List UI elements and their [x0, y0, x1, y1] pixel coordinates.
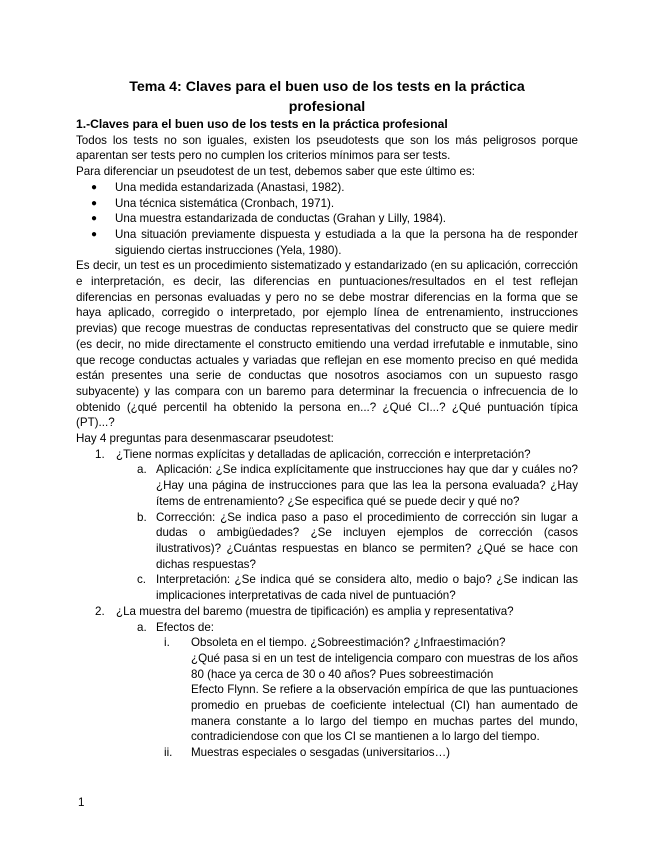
list-marker: i. [164, 636, 170, 650]
roman-line: Efecto Flynn. Se refiere a la observación empírica de que las puntuaciones promedio en pruebas de coeficiente intelectual (CI) han aumentado de manera constante a lo largo del tiempo en muchas partes del mundo, contradiciendose con que los CI se mantienen a lo largo del tiempo. [191, 683, 578, 744]
roman-item [76, 635, 578, 745]
sub-item: b. Corrección: ¿Se indica paso a paso el procedimiento de corrección sin lugar a dudas o ambigüedades? ¿Se incluyen ejemplos de corrección (casos ilustrativos)? ¿Cuántas respuestas en blanco se permiten? ¿Qué se hace con dichas respuestas? [137, 510, 578, 571]
list-marker: ii. [164, 746, 173, 760]
roman-item: ii. Muestras especiales o sesgadas (universitarios…) [164, 746, 451, 760]
roman-line: Obsoleta en el tiempo. ¿Sobreestimación? ¿Infraestimación? [191, 636, 506, 650]
roman-line: ¿Qué pasa si en un test de inteligencia comparo con muestras de los años 80 (hace ya cerca de 30 o 40 años? Pues sobreestimación [191, 651, 578, 681]
list-item: ● Una muestra estandarizada de conductas (Grahan y Lilly, 1984). [91, 212, 447, 226]
sub-item: c. Interpretación: ¿Se indica qué se considera alto, medio o bajo? ¿Se indican las implicaciones interpretativas de cada nivel de puntuación? [137, 573, 578, 603]
question-item [76, 604, 578, 620]
explanation-paragraph: Es decir, un test es un procedimiento sistematizado y estandarizado (en su aplicación, corrección e interpretación, es decir, las diferencias en puntuaciones/resultados en el test reflejan diferencias en personas evaluadas y pero no se debe mostrar diferencias en la forma que se haya aplicado, corregido o interpretado, por ejemplo línea de entrenamiento, instrucciones previas) que recoge muestras de conductas representativas del constructo que se quiere medir (es decir, no mide directamente el constructo emitiendo una verdad irrefutable e inmutable, sino que recoge conductas actuales y variadas que reflejan en ese momento preciso en qué medida están presentes una serie de conductas que nosotros asociamos con un supuesto rasgo subyacente) y las compara con un baremo para determinar la frecuencia o infrecuencia de lo obtenido (¿qué percentil ha obtenido la persona en...? ¿Qué CI...? ¿Qué puntuación típica (PT)...? [76, 259, 578, 430]
list-marker: 1. [95, 447, 105, 461]
list-marker: c. [137, 573, 147, 587]
list-marker: b. [137, 510, 147, 524]
questions-intro: Hay 4 preguntas para desenmascarar pseudotest: [76, 432, 334, 446]
list-marker: a. [137, 463, 147, 477]
list-item: ● Una medida estandarizada (Anastasi, 1982). [91, 180, 345, 194]
question-text: ¿Tiene normas explícitas y detalladas de aplicación, corrección e interpretación? [116, 447, 531, 461]
bullet-icon: ● [91, 181, 98, 193]
intro-paragraph: Todos los tests no son iguales, existen los pseudotests que son los más peligrosos porque aparentan ser tests pero no cumplen los criterios mínimos para ser tests. [76, 133, 578, 163]
intro-paragraph: Para diferenciar un pseudotest de un test, debemos saber que este último es: [76, 165, 475, 179]
document-title: Tema 4: Claves para el buen uso de los tests en la práctica profesional [129, 79, 525, 115]
bullet-list [76, 180, 578, 259]
list-marker: 2. [95, 604, 105, 618]
bullet-icon: ● [91, 197, 98, 209]
section-heading: 1.-Claves para el buen uso de los tests en la práctica profesional [76, 117, 448, 131]
list-marker: a. [137, 620, 147, 634]
page-number: 1 [78, 796, 85, 809]
bullet-icon: ● [91, 228, 98, 240]
question-item [76, 447, 578, 463]
list-item: ● Una técnica sistemática (Cronbach, 1971). [91, 196, 335, 210]
sub-item: a. Efectos de: [137, 620, 215, 634]
list-item: ● Una situación previamente dispuesta y estudiada a la que la persona ha de responder siguiendo ciertas instrucciones (Yela, 1980). [91, 227, 578, 257]
bullet-icon: ● [91, 213, 98, 225]
question-text: ¿La muestra del baremo (muestra de tipificación) es amplia y representativa? [116, 604, 514, 618]
sub-item: a. Aplicación: ¿Se indica explícitamente que instrucciones hay que dar y cuáles no? ¿Hay una página de instrucciones para que las lea la persona evaluada? ¿Hay ítems de entrenamiento? ¿Se especifica qué se puede decir y qué no? [137, 463, 578, 508]
document-page [76, 78, 578, 761]
